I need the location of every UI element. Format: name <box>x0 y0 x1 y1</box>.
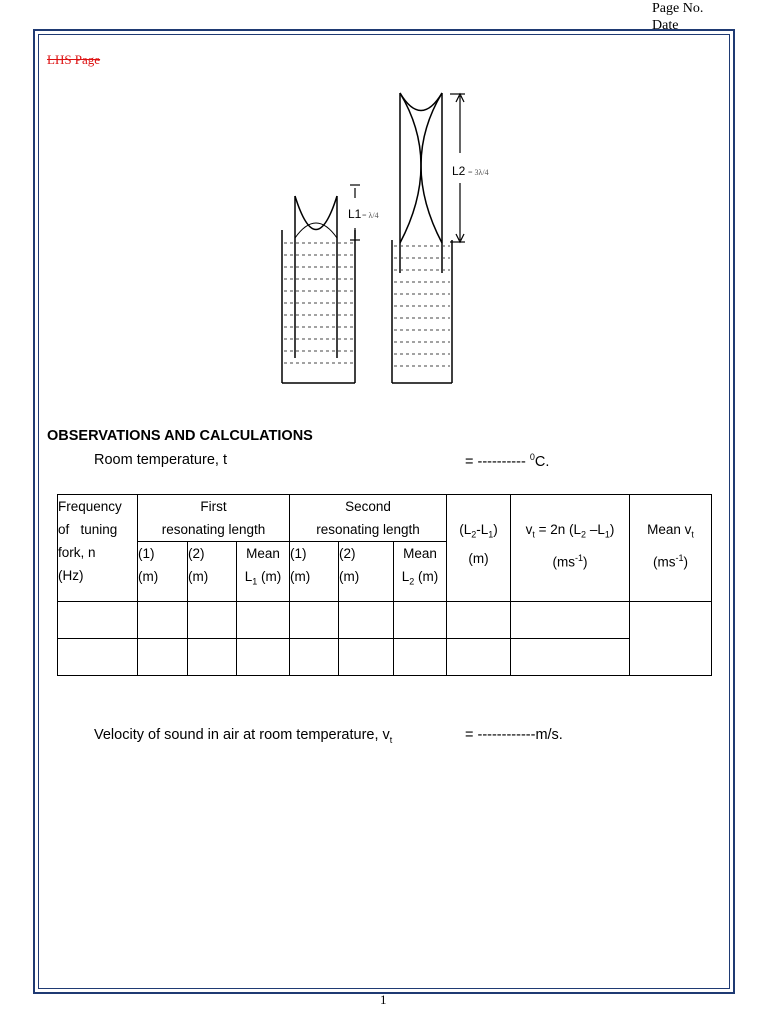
section-heading: OBSERVATIONS AND CALCULATIONS <box>47 428 313 444</box>
table-cell <box>138 639 188 676</box>
table-cell <box>339 602 394 639</box>
header-velocity: $v_t = 2n$ ($L_2$ $-L_1$) $(ms^{-1})$ <box>511 495 630 602</box>
table-row <box>58 639 712 676</box>
l2-label: L2 <box>452 164 466 178</box>
header-second-resonating: Second resonating length <box>290 495 447 542</box>
table-cell <box>58 639 138 676</box>
resonance-tube-figure <box>270 88 510 398</box>
table-cell <box>511 602 630 639</box>
room-temperature-label: Room temperature, t <box>94 452 227 468</box>
table-cell <box>511 639 630 676</box>
velocity-label: Velocity of sound in air at room temperature, $v_t$ <box>94 727 393 745</box>
footer-page-number: 1 <box>380 992 387 1007</box>
date-label: Date <box>652 18 679 33</box>
svg-text:= λ/4: = λ/4 <box>362 211 379 220</box>
table-cell <box>394 639 447 676</box>
table-cell <box>58 602 138 639</box>
table-cell <box>138 602 188 639</box>
table-cell <box>447 639 511 676</box>
svg-text:= 3λ/4: = 3λ/4 <box>468 168 489 177</box>
table-cell <box>188 639 237 676</box>
table-cell <box>188 602 237 639</box>
right-resonance-tube <box>392 93 452 383</box>
header-frequency: Frequency of tuning fork, n (Hz) <box>58 495 138 602</box>
table-cell <box>237 602 290 639</box>
lhs-page-label: LHS Page <box>47 52 101 67</box>
header-first-resonating: First resonating length <box>138 495 290 542</box>
room-temperature-value: = ---------- $^0$C. <box>465 452 550 470</box>
mean-velocity-cell <box>630 602 712 676</box>
table-cell <box>394 602 447 639</box>
table-cell <box>447 602 511 639</box>
velocity-value: = ------------m/s. <box>465 727 563 743</box>
observation-table <box>57 494 712 676</box>
table-cell <box>339 639 394 676</box>
page-no-label: Page No. <box>652 1 704 16</box>
header-second-2: (2) (m) <box>339 542 394 602</box>
header-mean-velocity: Mean $v_t$ $(ms^{-1})$ <box>630 495 712 602</box>
table-cell <box>290 639 339 676</box>
header-second-1: (1) (m) <box>290 542 339 602</box>
table-cell <box>290 602 339 639</box>
table-row <box>58 602 712 639</box>
header-first-1: (1) (m) <box>138 542 188 602</box>
table-cell <box>237 639 290 676</box>
header-mean-l1: Mean $L_1$ (m) <box>237 542 290 602</box>
header-difference: $(L_2-L_1)$ (m) <box>447 495 511 602</box>
header-first-2: (2) (m) <box>188 542 237 602</box>
header-mean-l2: Mean $L_2$ (m) <box>394 542 447 602</box>
table-header-row-1 <box>58 495 712 542</box>
left-resonance-tube <box>282 196 355 383</box>
l1-label: L1 <box>348 207 362 221</box>
